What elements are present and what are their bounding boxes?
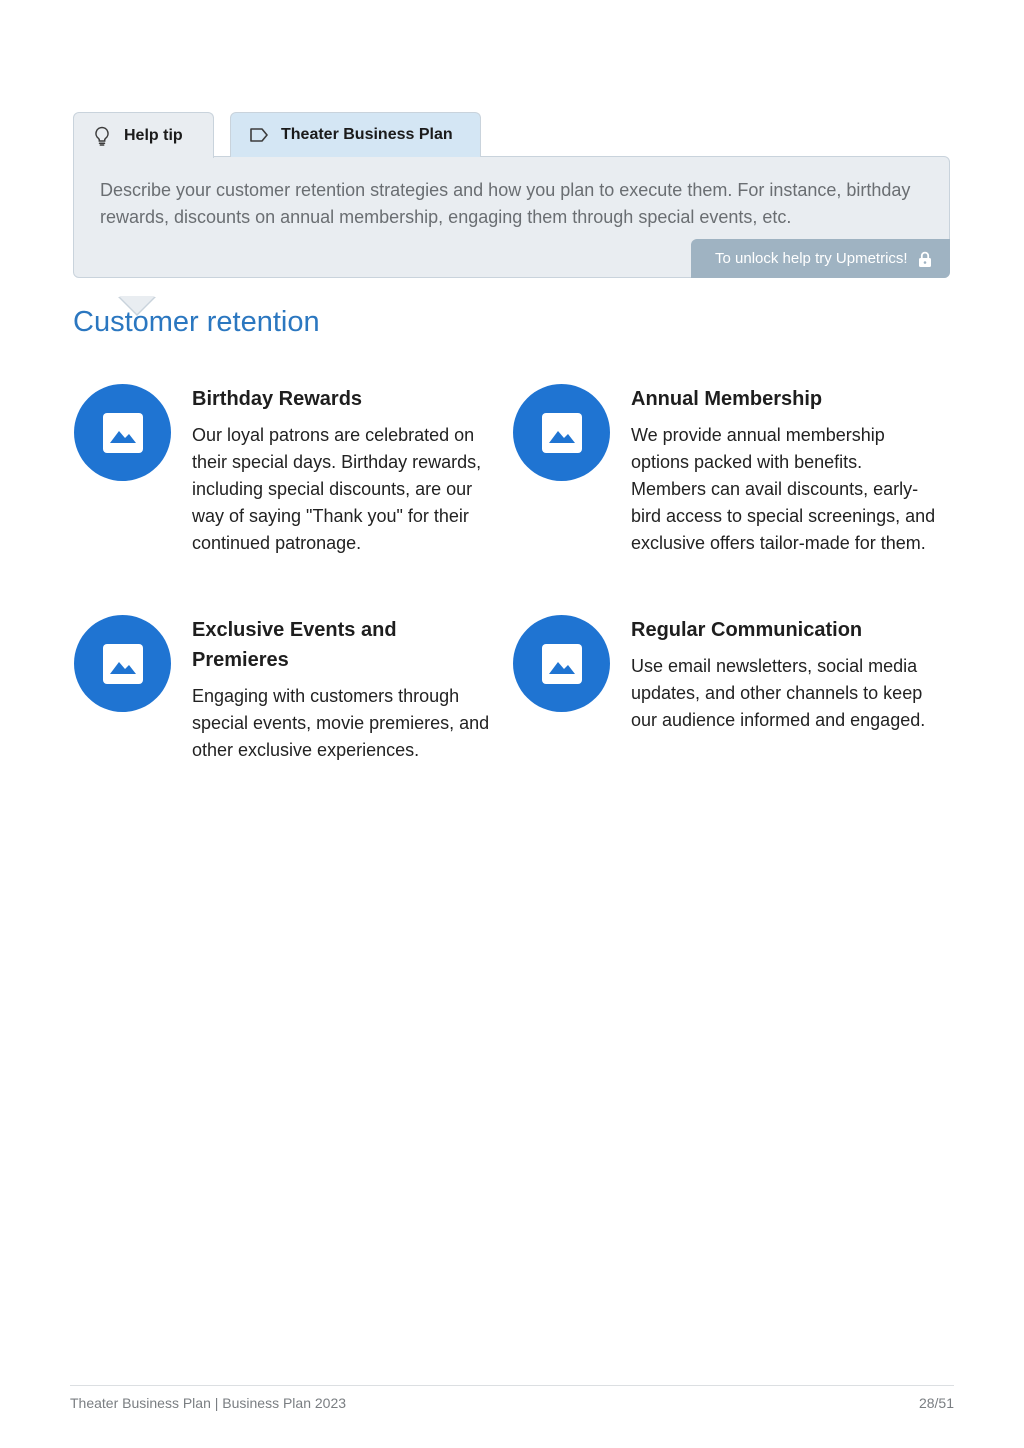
item-body: Engaging with customers through special events, movie premieres, and other exclusive experiences.	[192, 686, 490, 760]
tab-theater-business-plan[interactable]	[230, 112, 481, 157]
item-title: Annual Membership	[631, 388, 823, 410]
image-icon	[74, 615, 171, 712]
item-title: Regular Communication	[631, 619, 863, 641]
footer-divider	[70, 1385, 954, 1386]
item-body: Our loyal patrons are celebrated on their special days. Birthday rewards, including special discounts, are our way of saying "Thank you" for their continued patronage.	[192, 425, 482, 553]
tab-plan-label: Theater Business Plan	[281, 126, 453, 143]
item-body: Use email newsletters, social media updates, and other channels to keep our audience informed and engaged.	[631, 656, 926, 730]
unlock-help-button[interactable]	[691, 239, 950, 278]
tab-help-tip[interactable]	[73, 112, 214, 158]
help-tabs	[73, 112, 481, 157]
item-body: We provide annual membership options packed with benefits. Members can avail discounts, early-bird access to special screenings, and exclusive offers tailor-made for them.	[631, 425, 936, 553]
item-title: Exclusive Events and Premieres	[192, 619, 397, 671]
lightbulb-icon	[92, 126, 112, 146]
section-title: Customer retention	[73, 306, 320, 338]
item-title: Birthday Rewards	[192, 388, 363, 410]
image-icon	[513, 384, 610, 481]
footer-document-title: Theater Business Plan | Business Plan 2023	[70, 1395, 347, 1411]
tag-icon	[249, 125, 269, 145]
unlock-help-label: To unlock help try Upmetrics!	[715, 250, 908, 267]
help-tip-text: Describe your customer retention strategies and how you plan to execute them. For instance, birthday rewards, discounts on annual membership, engaging them through special events, etc.	[100, 180, 911, 227]
tab-help-tip-label: Help tip	[124, 126, 183, 144]
image-icon	[74, 384, 171, 481]
image-icon	[513, 615, 610, 712]
lock-icon	[918, 251, 932, 267]
footer-page-number: 28/51	[918, 1395, 954, 1411]
help-tip-box	[73, 156, 950, 278]
